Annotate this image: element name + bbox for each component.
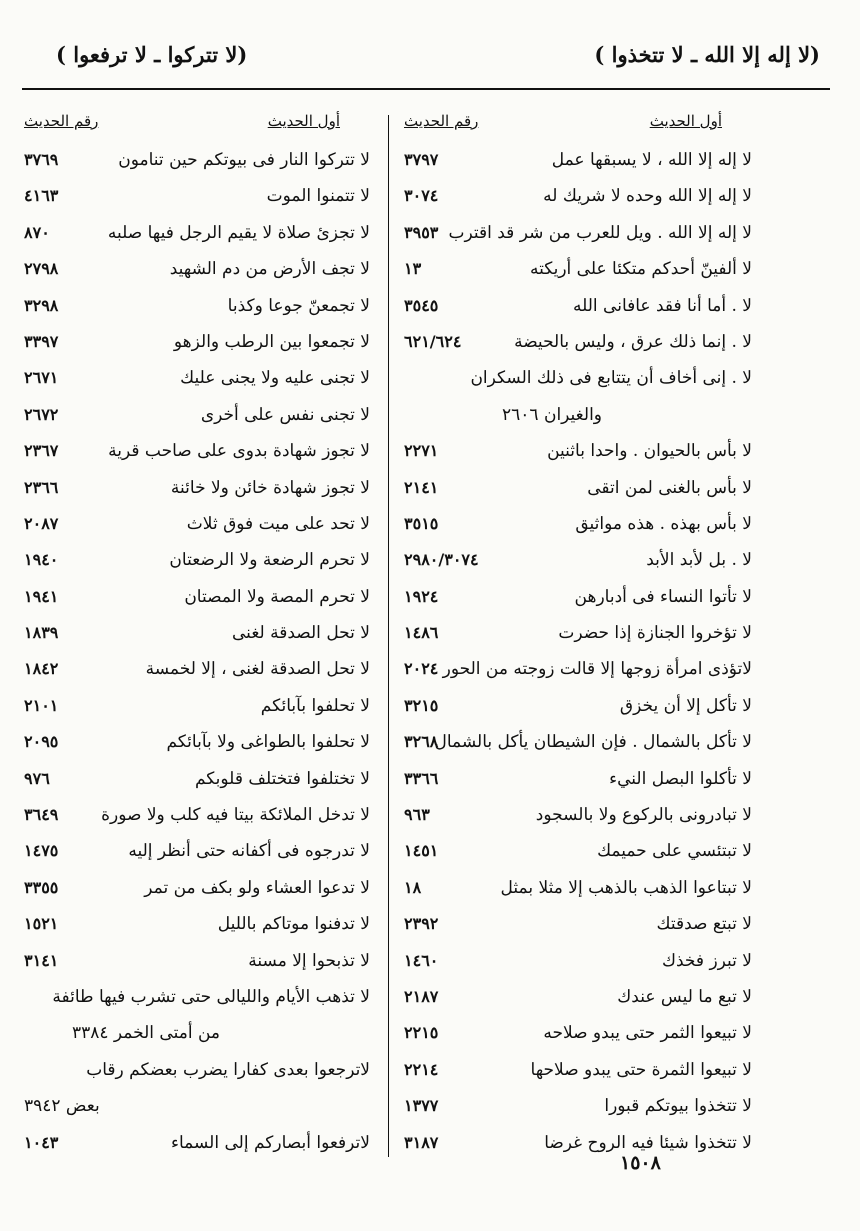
hadith-number: ٣٢٩٨	[24, 295, 59, 315]
hadith-number: ٢٣٦٧	[24, 441, 59, 461]
hadith-first-words: لا تجوز شهادة بدوى على صاحب قرية	[108, 441, 370, 462]
hadith-first-words: لا تجوز شهادة خائن ولا خائنة	[170, 477, 370, 498]
hadith-first-words: لا تجنى عليه ولا يجنى عليك	[180, 368, 370, 389]
hadith-entry	[20, 728, 370, 764]
hadith-number: ٢٧٩٨	[24, 259, 59, 279]
hadith-first-words: لا تدرجوه فى أكفانه حتى أنظر إليه	[128, 841, 370, 862]
hadith-number: ٤١٦٣	[24, 186, 59, 206]
hadith-number: ٣٣٥٥	[24, 877, 59, 897]
hadith-entry	[400, 837, 752, 873]
hadith-entry	[400, 364, 752, 400]
hadith-entry	[20, 510, 370, 546]
hadith-first-words: بعض ٣٩٤٢	[24, 1096, 100, 1117]
hadith-number: ١٩٤١	[24, 586, 59, 606]
hadith-first-words: لا تحلفوا بآبائكم	[260, 695, 370, 716]
hadith-number: ٣٣٩٧	[24, 331, 59, 351]
hadith-entry	[20, 182, 370, 218]
hadith-number: ١٨٤٢	[24, 659, 59, 679]
hadith-number: ٢٣٩٢	[404, 914, 439, 934]
hadith-entry	[400, 765, 752, 801]
hadith-number: ١٩٢٤	[404, 586, 439, 606]
hadith-entry	[20, 292, 370, 328]
hadith-number: ٣١٤١	[24, 950, 59, 970]
hadith-number: ٢٢٧١	[404, 441, 439, 461]
hadith-first-words: من أمتى الخمر ٣٣٨٤	[71, 1023, 220, 1044]
hadith-number: ٣٣٦٦	[404, 768, 439, 788]
hadith-entry	[20, 437, 370, 473]
hadith-first-words: لا تبتئسي على حميمك	[597, 841, 752, 862]
hadith-entry	[20, 255, 370, 291]
hadith-entry	[400, 1092, 752, 1128]
hadith-entry	[400, 692, 752, 728]
hadith-entry	[20, 219, 370, 255]
hadith-entry	[20, 619, 370, 655]
hadith-first-words: والغيران ٢٦٠٦	[502, 404, 602, 425]
hadith-number: ٢١٨٧	[404, 986, 439, 1006]
hadith-first-words: لا تجمعوا بين الرطب والزهو	[173, 331, 370, 352]
hadith-entry	[400, 219, 752, 255]
column-divider	[388, 115, 389, 1157]
hadith-entry	[20, 692, 370, 728]
hadith-number: ٢٠٨٧	[24, 513, 59, 533]
hadith-entry	[400, 947, 752, 983]
hadith-first-words: لا تحد على ميت فوق ثلاث	[186, 513, 370, 534]
hadith-first-words: لا تذهب الأيام والليالى حتى تشرب فيها طائفة	[52, 986, 370, 1007]
hadith-number: ١٥٢١	[24, 914, 59, 934]
hadith-entry	[20, 474, 370, 510]
hadith-number: ١٤٦٠	[404, 950, 439, 970]
hadith-entry	[400, 1056, 752, 1092]
hadith-entry	[20, 947, 370, 983]
hadith-entry	[400, 292, 752, 328]
header-right-title: (لا إله إلا الله ـ لا تتخذوا )	[594, 42, 820, 67]
hadith-first-words: لا تبيعوا الثمر حتى يبدو صلاحه	[543, 1023, 752, 1044]
hadith-first-words: لا تأكلوا البصل النيء	[609, 768, 752, 789]
hadith-first-words: لا تبرز فخذك	[662, 950, 752, 971]
page-number: ١٥٠٨	[620, 1152, 661, 1174]
hadith-number: ٢٠٩٥	[24, 732, 59, 752]
hadith-entry	[20, 1092, 370, 1128]
hadith-first-words: لا تأكل بالشمال . فإن الشيطان يأكل بالشمال	[434, 732, 752, 753]
hadith-entry	[400, 328, 752, 364]
hadith-number: ٣٧٦٩	[24, 150, 59, 169]
hadith-entry	[20, 765, 370, 801]
hadith-first-words: لا تبيعوا الثمرة حتى يبدو صلاحها	[530, 1059, 752, 1080]
hadith-first-words: لا تتمنوا الموت	[266, 186, 370, 207]
hadith-number: ٩٧٦	[24, 768, 50, 788]
hadith-first-words: لا تدفنوا موتاكم بالليل	[217, 914, 370, 935]
hadith-number: ٣٦٤٩	[24, 805, 59, 825]
hadith-first-words: لا تبادرونى بالركوع ولا بالسجود	[535, 805, 752, 826]
hadith-first-words: لا بأس بالحيوان . واحدا باثنين	[547, 441, 752, 462]
hadith-entry	[20, 910, 370, 946]
hadith-number: ٣٥٤٥	[404, 295, 439, 315]
hadith-number: ٢١٠١	[24, 695, 59, 715]
hadith-first-words: لا تدعوا العشاء ولو بكف من تمر	[144, 877, 370, 898]
hadith-first-words: لا . بل لأبد الأبد	[646, 550, 752, 571]
hadith-number: ٢٢١٤	[404, 1059, 439, 1079]
hadith-first-words: لا ألفينّ أحدكم متكئا على أريكته	[529, 259, 752, 280]
hadith-entry	[20, 874, 370, 910]
hadith-first-words: لا بأس بالغنى لمن اتقى	[587, 477, 752, 498]
hadith-number: ١٤٥١	[404, 841, 439, 861]
hadith-entry	[400, 1019, 752, 1055]
hadith-number: ٢١٤١	[404, 477, 439, 497]
header-rule	[22, 88, 830, 90]
hadith-first-words: لا تتخذوا بيوتكم قبورا	[604, 1096, 752, 1117]
hadith-entry	[400, 1129, 752, 1165]
hadith-number: ٣٧٩٧	[404, 150, 439, 169]
right-head-num: رقم الحديث	[404, 112, 479, 130]
hadith-first-words: لا تحرم الرضعة ولا الرضعتان	[169, 550, 370, 571]
hadith-first-words: لا . أما أنا فقد عافانى الله	[573, 295, 752, 316]
left-column-header	[20, 110, 370, 146]
hadith-entry	[20, 1056, 370, 1092]
hadith-number: ١٨٣٩	[24, 623, 59, 643]
hadith-first-words: لا . إنى أخاف أن يتتابع فى ذلك السكران	[470, 368, 752, 389]
hadith-first-words: لا تختلفوا فتختلف قلوبكم	[194, 768, 370, 789]
left-rows	[20, 146, 370, 1165]
hadith-first-words: لا تجمعنّ جوعا وكذبا	[227, 295, 370, 316]
hadith-entry	[400, 437, 752, 473]
hadith-number: ١٣٧٧	[404, 1096, 439, 1116]
hadith-first-words: لا . إنما ذلك عرق ، وليس بالحيضة	[514, 331, 752, 352]
hadith-entry	[400, 255, 752, 291]
hadith-first-words: لا تبتاعوا الذهب بالذهب إلا مثلا بمثل	[500, 877, 752, 898]
hadith-number: ١٤٧٥	[24, 841, 59, 861]
hadith-number: ٦٢١/٦٢٤	[404, 331, 462, 351]
hadith-entry	[20, 146, 370, 182]
hadith-number: ٢٣٦٦	[24, 477, 59, 497]
hadith-number: ٣٢٦٨	[404, 732, 439, 752]
hadith-entry	[400, 510, 752, 546]
hadith-number: ١٨	[404, 877, 422, 897]
hadith-entry	[400, 910, 752, 946]
hadith-entry	[400, 182, 752, 218]
hadith-first-words: لاترفعوا أبصاركم إلى السماء	[171, 1132, 370, 1153]
hadith-number: ١٤٨٦	[404, 623, 439, 643]
hadith-entry	[400, 655, 752, 691]
hadith-first-words: لا إله إلا الله وحده لا شريك له	[543, 186, 752, 207]
hadith-number: ٢٢١٥	[404, 1023, 439, 1043]
hadith-number: ٣٩٥٣	[404, 222, 439, 242]
hadith-number: ٢٦٧٢	[24, 404, 59, 424]
hadith-first-words: لا إله إلا الله . ويل للعرب من شر قد اقترب	[448, 222, 752, 243]
hadith-first-words: لا تتخذوا شيئا فيه الروح غرضا	[544, 1132, 752, 1153]
hadith-entry	[20, 837, 370, 873]
hadith-number: ٨٧٠	[24, 222, 50, 242]
hadith-first-words: لا تجنى نفس على أخرى	[200, 404, 370, 425]
hadith-entry	[400, 728, 752, 764]
hadith-first-words: لا تدخل الملائكة بيتا فيه كلب ولا صورة	[101, 805, 370, 826]
hadith-entry	[400, 546, 752, 582]
left-head-num: رقم الحديث	[24, 112, 99, 130]
hadith-number: ٣٥١٥	[404, 513, 439, 533]
hadith-first-words: لا تذبحوا إلا مسنة	[248, 950, 370, 971]
hadith-first-words: لا إله إلا الله ، لا يسبقها عمل	[551, 150, 752, 170]
left-head-first: أول الحديث	[267, 112, 340, 130]
hadith-entry	[400, 801, 752, 837]
left-column	[20, 110, 370, 1165]
hadith-entry	[20, 328, 370, 364]
hadith-number: ٣٠٧٤	[404, 186, 439, 206]
hadith-first-words: لا تجزئ صلاة لا يقيم الرجل فيها صلبه	[107, 222, 370, 243]
hadith-first-words: لا تبتع صدقتك	[656, 914, 752, 935]
hadith-entry	[400, 619, 752, 655]
hadith-first-words: لا تحلفوا بالطواغى ولا بآبائكم	[166, 732, 370, 753]
hadith-first-words: لا تحل الصدقة لغنى	[232, 623, 370, 644]
hadith-first-words: لا بأس بهذه . هذه مواثيق	[575, 513, 752, 534]
hadith-first-words: لا تأكل إلا أن يخزق	[619, 695, 752, 716]
hadith-number: ٣٢١٥	[404, 695, 439, 715]
hadith-first-words: لا تحل الصدقة لغنى ، إلا لخمسة	[145, 659, 370, 680]
hadith-entry	[20, 364, 370, 400]
hadith-entry	[20, 401, 370, 437]
hadith-number: ٣١٨٧	[404, 1132, 439, 1152]
right-rows	[400, 146, 752, 1165]
hadith-number: ١٠٤٣	[24, 1132, 59, 1152]
header-left-title: (لا تتركوا ـ لا ترفعوا )	[56, 42, 248, 67]
hadith-entry	[400, 146, 752, 182]
hadith-entry	[400, 401, 752, 437]
hadith-number: ١٩٤٠	[24, 550, 59, 570]
right-column-header	[400, 110, 752, 146]
right-head-first: أول الحديث	[649, 112, 722, 130]
hadith-first-words: لا تحرم المصة ولا المصتان	[184, 586, 370, 607]
hadith-first-words: لاترجعوا بعدى كفارا يضرب بعضكم رقاب	[86, 1059, 370, 1080]
hadith-number: ٩٦٣	[404, 805, 430, 825]
right-column	[400, 110, 752, 1165]
hadith-entry	[20, 655, 370, 691]
hadith-entry	[20, 1129, 370, 1165]
hadith-entry	[20, 583, 370, 619]
hadith-entry	[400, 583, 752, 619]
page-header	[36, 42, 820, 78]
hadith-first-words: لا تؤخروا الجنازة إذا حضرت	[558, 623, 752, 644]
hadith-entry	[20, 1019, 370, 1055]
hadith-number: ٢٦٧١	[24, 368, 59, 388]
hadith-first-words: لا تتركوا النار فى بيوتكم حين تنامون	[118, 150, 370, 170]
hadith-entry	[400, 474, 752, 510]
hadith-first-words: لا تبع ما ليس عندك	[617, 986, 752, 1007]
hadith-number: ٢٠٢٤	[404, 659, 439, 679]
hadith-first-words: لا تأتوا النساء فى أدبارهن	[574, 586, 752, 607]
hadith-number: ١٣	[404, 259, 422, 279]
hadith-first-words: لا تجف الأرض من دم الشهيد	[169, 259, 370, 280]
hadith-entry	[20, 546, 370, 582]
hadith-entry	[20, 801, 370, 837]
hadith-entry	[20, 983, 370, 1019]
hadith-entry	[400, 874, 752, 910]
hadith-first-words: لاتؤذى امرأة زوجها إلا قالت زوجته من الحور	[442, 659, 752, 680]
hadith-entry	[400, 983, 752, 1019]
hadith-number: ٢٩٨٠/٣٠٧٤	[404, 550, 479, 570]
